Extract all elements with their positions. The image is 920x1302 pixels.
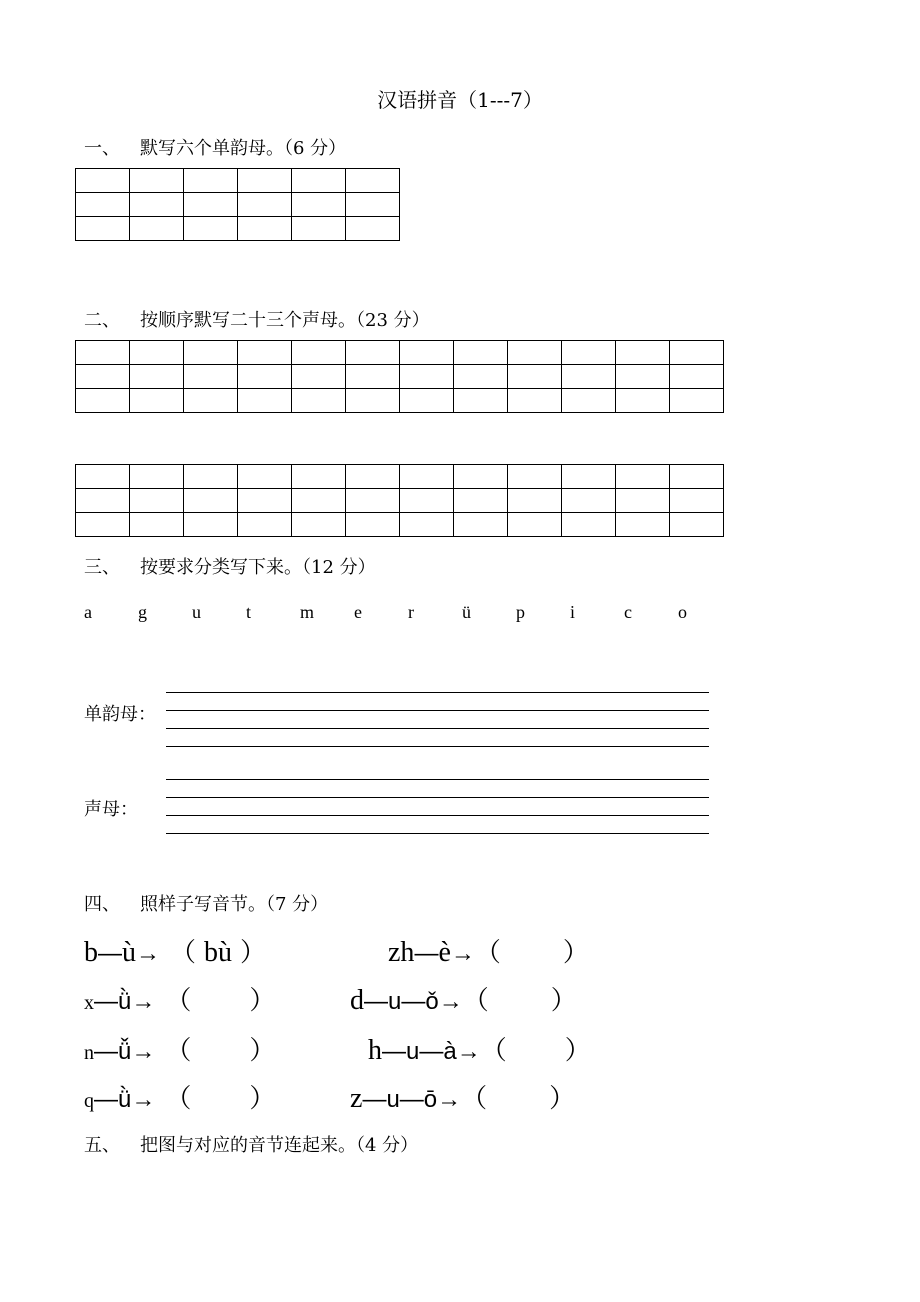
arrow-icon: → (136, 940, 160, 967)
dash: — (94, 988, 118, 1015)
syllable-exercise[interactable] (84, 980, 275, 1017)
answer-line[interactable] (166, 746, 709, 747)
example-answer: bù (204, 937, 233, 968)
grid-row (76, 169, 400, 193)
letter: o (678, 602, 687, 622)
letter: g (138, 602, 147, 622)
grid-cell[interactable] (238, 193, 292, 217)
final: ǒ (425, 988, 439, 1015)
section-1-heading (84, 134, 346, 160)
dash: — (419, 1038, 444, 1065)
grid-cell[interactable] (346, 513, 400, 537)
initial: zh (388, 937, 415, 968)
section-number: 三、 (84, 557, 120, 578)
grid-cell[interactable] (238, 217, 292, 241)
dash: — (94, 1086, 118, 1113)
answer-line[interactable] (166, 692, 709, 693)
grid-cell[interactable] (184, 217, 238, 241)
grid-cell[interactable] (400, 365, 454, 389)
syllable-example (84, 932, 266, 969)
dash: — (401, 988, 426, 1015)
grid-cell[interactable] (616, 465, 670, 489)
grid-cell[interactable] (184, 389, 238, 413)
grid-cell[interactable] (346, 341, 400, 365)
grid-cell[interactable] (454, 489, 508, 513)
grid-cell[interactable] (184, 513, 238, 537)
open-paren: （ (474, 937, 501, 967)
grid-cell[interactable] (562, 513, 616, 537)
open-paren: （ (462, 985, 489, 1015)
close-paren: ） (549, 1083, 576, 1113)
grid-cell[interactable] (292, 169, 346, 193)
letter-list (84, 602, 732, 623)
open-paren: （ (165, 985, 192, 1015)
grid-cell[interactable] (130, 489, 184, 513)
arrow-icon: → (456, 1038, 481, 1065)
grid-cell[interactable] (508, 389, 562, 413)
grid-row (76, 389, 724, 413)
grid-cell[interactable] (130, 341, 184, 365)
answer-line[interactable] (166, 728, 709, 729)
letter: m (300, 602, 315, 622)
grid-cell[interactable] (346, 489, 400, 513)
grid-cell[interactable] (616, 489, 670, 513)
grid-cell[interactable] (562, 489, 616, 513)
dash: — (362, 1086, 387, 1113)
section-text: 默写六个单韵母。（6 分） (140, 138, 347, 159)
grid-cell[interactable] (670, 513, 724, 537)
grid-cell[interactable] (76, 193, 130, 217)
section-number: 二、 (84, 310, 120, 331)
initials-grid-2[interactable] (75, 464, 724, 537)
grid-cell[interactable] (76, 513, 130, 537)
grid-cell[interactable] (184, 341, 238, 365)
close-paren: ） (562, 937, 589, 967)
close-paren: ） (249, 1083, 276, 1113)
grid-cell[interactable] (616, 513, 670, 537)
grid-cell[interactable] (508, 341, 562, 365)
letter: a (84, 602, 92, 622)
grid-cell[interactable] (508, 513, 562, 537)
close-paren: ） (564, 1035, 591, 1065)
grid-cell[interactable] (238, 169, 292, 193)
dash: — (98, 940, 122, 967)
section-2-heading (84, 306, 430, 332)
grid-cell[interactable] (454, 341, 508, 365)
grid-cell[interactable] (130, 193, 184, 217)
answer-line[interactable] (166, 797, 709, 798)
final: è (438, 937, 451, 968)
final: ǜ (118, 988, 132, 1015)
grid-cell[interactable] (292, 465, 346, 489)
section-text: 按要求分类写下来。（12 分） (140, 557, 376, 578)
open-paren: （ (165, 1035, 192, 1065)
grid-cell[interactable] (562, 341, 616, 365)
grid-cell[interactable] (292, 513, 346, 537)
grid-cell[interactable] (238, 365, 292, 389)
dash: — (364, 988, 388, 1015)
grid-cell[interactable] (238, 465, 292, 489)
open-paren: （ (461, 1083, 488, 1113)
grid-cell[interactable] (238, 489, 292, 513)
answer-line[interactable] (166, 710, 709, 711)
arrow-icon: → (131, 988, 156, 1015)
syllable-exercise[interactable] (350, 980, 577, 1017)
answer-line[interactable] (166, 779, 709, 780)
grid-cell[interactable] (184, 465, 238, 489)
grid-cell[interactable] (400, 341, 454, 365)
grid-cell[interactable] (238, 513, 292, 537)
grid-cell[interactable] (346, 217, 400, 241)
syllable-exercise[interactable] (350, 1078, 575, 1115)
grid-cell[interactable] (670, 389, 724, 413)
letter: e (354, 602, 362, 622)
syllable-exercise[interactable] (368, 1030, 591, 1067)
grid-cell[interactable] (400, 465, 454, 489)
dash: — (414, 940, 439, 967)
grid-cell[interactable] (292, 217, 346, 241)
arrow-icon: → (131, 1086, 156, 1113)
letter: i (570, 602, 576, 622)
grid-cell[interactable] (454, 365, 508, 389)
grid-cell[interactable] (400, 489, 454, 513)
arrow-icon: → (450, 940, 475, 967)
grid-cell[interactable] (76, 341, 130, 365)
grid-row (76, 193, 400, 217)
grid-cell[interactable] (670, 365, 724, 389)
grid-cell[interactable] (346, 169, 400, 193)
final: ǚ (118, 1038, 132, 1065)
grid-cell[interactable] (508, 365, 562, 389)
grid-cell[interactable] (292, 193, 346, 217)
grid-cell[interactable] (670, 341, 724, 365)
grid-cell[interactable] (562, 365, 616, 389)
section-text: 照样子写音节。（7 分） (140, 894, 329, 915)
grid-cell[interactable] (130, 169, 184, 193)
letter: t (246, 602, 252, 622)
letter: c (624, 602, 632, 622)
final: à (443, 1038, 457, 1065)
letter: p (516, 602, 525, 622)
dash: — (399, 1086, 424, 1113)
grid-cell[interactable] (130, 465, 184, 489)
grid-cell[interactable] (670, 489, 724, 513)
initial: z (350, 1083, 363, 1114)
syllable-exercise[interactable] (84, 1030, 275, 1067)
grid-cell[interactable] (346, 389, 400, 413)
grid-cell[interactable] (346, 193, 400, 217)
grid-cell[interactable] (184, 489, 238, 513)
grid-cell[interactable] (76, 465, 130, 489)
initial: n (84, 1042, 94, 1064)
grid-cell[interactable] (454, 465, 508, 489)
grid-cell[interactable] (508, 465, 562, 489)
grid-cell[interactable] (238, 389, 292, 413)
section-3-heading (84, 553, 376, 579)
grid-cell[interactable] (184, 169, 238, 193)
grid-cell[interactable] (400, 513, 454, 537)
grid-cell[interactable] (454, 513, 508, 537)
initials-label: 声母： (84, 799, 138, 820)
syllable-exercise[interactable] (84, 1078, 275, 1115)
grid-cell[interactable] (454, 389, 508, 413)
initial: b (84, 937, 98, 968)
grid-row (76, 489, 724, 513)
arrow-icon: → (131, 1038, 156, 1065)
section-text: 按顺序默写二十三个声母。（23 分） (140, 310, 430, 331)
grid-cell[interactable] (616, 365, 670, 389)
section-4-heading (84, 890, 328, 916)
grid-cell[interactable] (616, 389, 670, 413)
grid-cell[interactable] (76, 365, 130, 389)
dash: — (382, 1038, 406, 1065)
grid-cell[interactable] (346, 465, 400, 489)
grid-cell[interactable] (76, 169, 130, 193)
grid-cell[interactable] (76, 389, 130, 413)
grid-row (76, 341, 724, 365)
grid-cell[interactable] (76, 489, 130, 513)
section-5-heading (84, 1131, 418, 1157)
section-number: 五、 (84, 1135, 120, 1156)
grid-row (76, 365, 724, 389)
final: ù (122, 937, 136, 968)
vowels-label: 单韵母： (84, 704, 156, 725)
close-paren: ） (249, 1035, 276, 1065)
initial: x (84, 992, 94, 1014)
close-paren: ） (249, 985, 276, 1015)
letter: ü (462, 602, 471, 622)
arrow-icon: → (438, 988, 463, 1015)
grid-cell[interactable] (400, 389, 454, 413)
medial: u (388, 988, 402, 1015)
grid-cell[interactable] (346, 365, 400, 389)
letter: r (408, 602, 414, 622)
arrow-icon: → (437, 1086, 462, 1113)
final: ǜ (118, 1086, 132, 1113)
open-paren: （ (170, 937, 197, 967)
close-paren: ） (550, 985, 577, 1015)
grid-cell[interactable] (292, 389, 346, 413)
grid-cell[interactable] (292, 489, 346, 513)
initial: h (368, 1035, 382, 1066)
medial: u (406, 1038, 420, 1065)
initial: d (350, 985, 364, 1016)
open-paren: （ (165, 1083, 192, 1113)
grid-cell[interactable] (616, 341, 670, 365)
grid-row (76, 217, 400, 241)
section-number: 一、 (84, 138, 120, 159)
grid-cell[interactable] (292, 365, 346, 389)
grid-row (76, 513, 724, 537)
grid-cell[interactable] (292, 341, 346, 365)
grid-cell[interactable] (130, 365, 184, 389)
grid-row (76, 465, 724, 489)
grid-cell[interactable] (508, 489, 562, 513)
grid-cell[interactable] (184, 365, 238, 389)
open-paren: （ (480, 1035, 507, 1065)
section-number: 四、 (84, 894, 120, 915)
close-paren: ） (240, 937, 267, 967)
grid-cell[interactable] (130, 217, 184, 241)
page-title: 汉语拼音（1---7） (377, 88, 543, 112)
final: ō (423, 1086, 438, 1113)
initial: q (84, 1090, 94, 1112)
grid-cell[interactable] (130, 513, 184, 537)
grid-cell[interactable] (562, 389, 616, 413)
dash: — (94, 1038, 118, 1065)
grid-cell[interactable] (238, 341, 292, 365)
letter: u (192, 602, 201, 622)
vowel-grid[interactable] (75, 168, 400, 241)
medial: u (386, 1086, 400, 1113)
initials-grid-1[interactable] (75, 340, 724, 413)
syllable-exercise[interactable] (388, 932, 589, 969)
grid-cell[interactable] (130, 389, 184, 413)
answer-line[interactable] (166, 833, 709, 834)
grid-cell[interactable] (670, 465, 724, 489)
grid-cell[interactable] (184, 193, 238, 217)
grid-cell[interactable] (76, 217, 130, 241)
answer-line[interactable] (166, 815, 709, 816)
grid-cell[interactable] (562, 465, 616, 489)
section-text: 把图与对应的音节连起来。（4 分） (140, 1135, 419, 1156)
